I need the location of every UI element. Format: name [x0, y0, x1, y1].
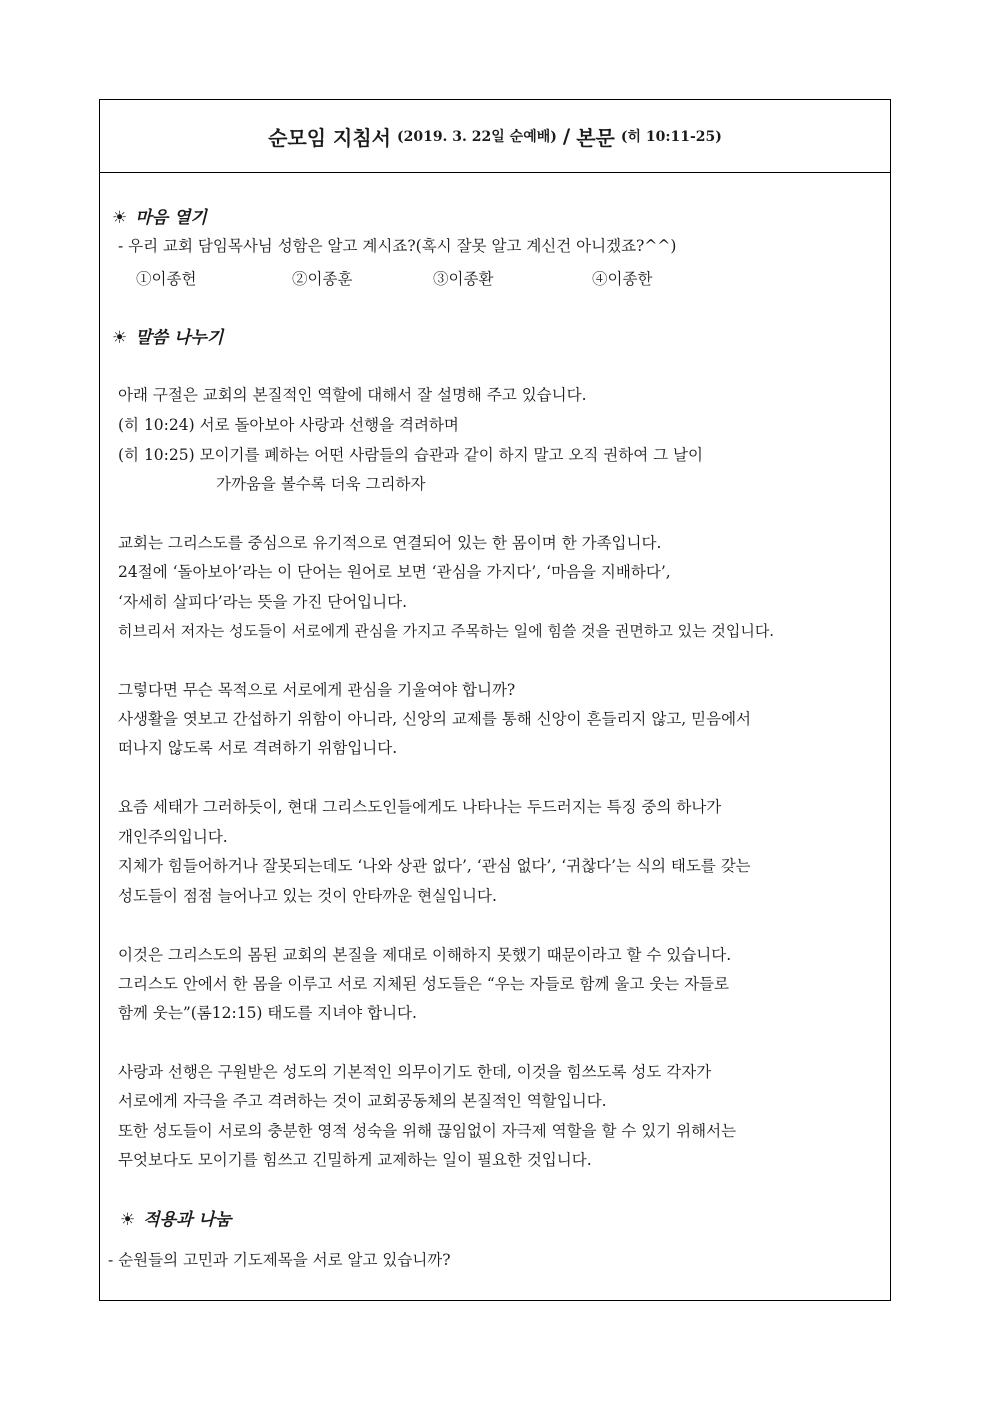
title-date: (2019. 3. 22일 순예배)	[396, 129, 557, 145]
choice-2: ②이종훈	[292, 270, 353, 288]
word-line: (히 10:24) 서로 돌아보아 사랑과 선행을 격려하며	[118, 416, 459, 434]
title-main: 순모임 지침서	[268, 125, 391, 150]
sun-icon: ☀	[112, 328, 128, 348]
choice-4: ④이종한	[592, 270, 653, 288]
title-section: 본문	[576, 125, 615, 150]
title-reference: (히 10:11-25)	[620, 129, 722, 145]
heading-word-label: 말씀 나누기	[135, 328, 224, 348]
word-line: (히 10:25) 모이기를 폐하는 어떤 사람들의 습관과 같이 하지 말고 오직 권하여 그 날이	[118, 446, 703, 464]
word-line: 24절에 ‘돌아보아’라는 이 단어는 원어로 보면 ‘관심을 가지다’, ‘마음을 지배하다’,	[118, 563, 671, 581]
word-line: 무엇보다도 모이기를 힘쓰고 긴밀하게 교제하는 일이 필요한 것입니다.	[118, 1151, 592, 1169]
heading-word	[112, 323, 223, 348]
heading-apply	[120, 1205, 231, 1230]
word-line: 그렇다면 무슨 목적으로 서로에게 관심을 기울여야 합니까?	[118, 681, 516, 699]
word-line: 히브리서 저자는 성도들이 서로에게 관심을 가지고 주목하는 일에 힘쓸 것을 권면하고 있는 것입니다.	[118, 622, 775, 640]
word-line: 서로에게 자극을 주고 격려하는 것이 교회공동체의 본질적인 역할입니다.	[118, 1092, 607, 1110]
word-line: 떠나지 않도록 서로 격려하기 위함입니다.	[118, 739, 398, 757]
title-bar	[100, 100, 890, 173]
word-line: 가까움을 볼수록 더욱 그리하자	[216, 475, 426, 493]
word-line: 아래 구절은 교회의 본질적인 역할에 대해서 잘 설명해 주고 있습니다.	[118, 386, 587, 404]
word-line: 지체가 힘들어하거나 잘못되는데도 ‘나와 상관 없다’, ‘관심 없다’, ‘귀찮다’는 식의 태도를 갖는	[118, 857, 751, 875]
word-line: ‘자세히 살피다’라는 뜻을 가진 단어입니다.	[118, 593, 408, 611]
choice-1: ①이종헌	[136, 270, 197, 288]
word-line: 사랑과 선행은 구원받은 성도의 기본적인 의무이기도 한데, 이것을 힘쓰도록 성도 각자가	[118, 1063, 712, 1081]
opening-question: - 우리 교회 담임목사님 성함은 알고 계시죠?(혹시 잘못 알고 계신건 아니겠죠?^^)	[118, 237, 677, 255]
word-line: 또한 성도들이 서로의 충분한 영적 성숙을 위해 끊임없이 자극제 역할을 할 수 있기 위해서는	[118, 1122, 737, 1140]
word-line: 그리스도 안에서 한 몸을 이루고 서로 지체된 성도들은 “우는 자들로 함께 울고 웃는 자들로	[118, 975, 730, 993]
word-line: 요즘 세태가 그러하듯이, 현대 그리스도인들에게도 나타나는 두드러지는 특징 중의 하나가	[118, 798, 722, 816]
title-slash: /	[562, 124, 571, 148]
apply-question: - 순원들의 고민과 기도제목을 서로 알고 있습니까?	[108, 1251, 451, 1269]
heading-opening-label: 마음 열기	[135, 208, 207, 228]
heading-opening	[112, 203, 207, 228]
sun-icon: ☀	[112, 208, 128, 228]
word-line: 이것은 그리스도의 몸된 교회의 본질을 제대로 이해하지 못했기 때문이라고 할 수 있습니다.	[118, 946, 732, 964]
word-line: 개인주의입니다.	[118, 828, 228, 846]
word-line: 성도들이 점점 늘어나고 있는 것이 안타까운 현실입니다.	[118, 887, 497, 905]
word-line: 교회는 그리스도를 중심으로 유기적으로 연결되어 있는 한 몸이며 한 가족입니다.	[118, 534, 662, 552]
choice-3: ③이종환	[433, 270, 494, 288]
word-line: 사생활을 엿보고 간섭하기 위함이 아니라, 신앙의 교제를 통해 신앙이 흔들리지 않고, 믿음에서	[118, 710, 752, 728]
word-line: 함께 웃는”(롬12:15) 태도를 지녀야 합니다.	[118, 1004, 417, 1022]
document-frame	[99, 99, 891, 1301]
heading-apply-label: 적용과 나눔	[143, 1210, 232, 1230]
sun-icon: ☀	[120, 1210, 136, 1230]
